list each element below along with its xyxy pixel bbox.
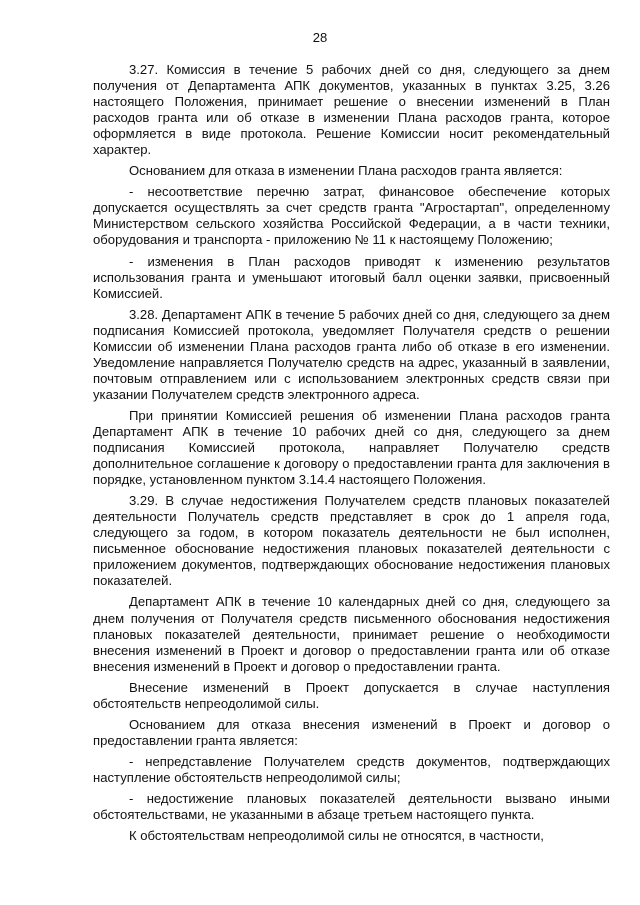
paragraph-refusal-grounds: Основанием для отказа в изменении Плана расходов гранта является:	[129, 163, 563, 179]
paragraph-department-decision: Департамент АПК в течение 10 календарных дней со дня, следующего за днем получения от Получателя средств письменного обоснования недостижения плановых показателей деятельности, принимает решение о необходимости внесения изменений в Проект и договор о предоставлении гранта или об отказе внесения изменений в Проект и договор о предоставлении гранта.	[93, 594, 610, 674]
list-item-missing-documents: - непредставление Получателем средств документов, подтверждающих наступление обстоятельств непреодолимой силы;	[93, 753, 610, 785]
list-item-score-decrease: - изменения в План расходов приводят к изменению результатов использования гранта и уменьшают итоговый балл оценки заявки, присвоенный Комиссией.	[93, 253, 610, 301]
paragraph-supplementary-agreement: При принятии Комиссией решения об изменении Плана расходов гранта Департамент АПК в течение 10 рабочих дней со дня, следующего за днем подписания Комиссией протокола, направляет Получателю средств дополнительное соглашение к договору о предоставлении гранта для заключения в порядке, установленном пунктом 3.14.4 настоящего Положения.	[93, 407, 610, 488]
paragraph-force-majeure: Внесение изменений в Проект допускается в случае наступления обстоятельств непреодолимой силы.	[93, 679, 610, 711]
paragraph-3-28: 3.28. Департамент АПК в течение 5 рабочих дней со дня, следующего за днем подписания Комиссией протокола, уведомляет Получателя средств о решении Комиссии об изменении Плана расходов гранта либо об отказе в его изменении. Уведомление направляется Получателю средств на адрес, указанный в заявлении, почтовым отправлением или с использованием электронных средств связи при указании Получателем средств электронного адреса.	[93, 306, 610, 402]
document-body	[93, 62, 610, 844]
paragraph-3-29: 3.29. В случае недостижения Получателем средств плановых показателей деятельности Получатель средств представляет в срок до 1 апреля года, следующего за годом, в котором показатель деятельности не был исполнен, письменное обоснование недостижения плановых показателей деятельности с приложением документов, подтверждающих обоснование недостижения плановых показателей.	[93, 493, 610, 589]
list-item-cost-mismatch: - несоответствие перечню затрат, финансовое обеспечение которых допускается осуществлять за счет средств гранта "Агростартап", определенному Министерством сельского хозяйства Российской Федерации, а в части техники, оборудования и транспорта - приложению № 11 к настоящему Положению;	[93, 184, 610, 248]
paragraph-force-majeure-exclusions: К обстоятельствам непреодолимой силы не относятся, в частности,	[129, 828, 544, 844]
paragraph-3-27: 3.27. Комиссия в течение 5 рабочих дней со дня, следующего за днем получения от Департамента АПК документов, указанных в пунктах 3.25, 3.26 настоящего Положения, принимает решение о внесении изменений в План расходов гранта или об отказе в изменении Плана расходов гранта, которое оформляется в виде протокола. Решение Комиссии носит рекомендательный характер.	[93, 62, 610, 158]
list-item-other-circumstances: - недостижение плановых показателей деятельности вызвано иными обстоятельствами, не указанными в абзаце третьем настоящего пункта.	[93, 790, 610, 823]
paragraph-project-refusal-grounds: Основанием для отказа внесения изменений в Проект и договор о предоставлении гранта является:	[93, 716, 610, 748]
page-number: 28	[312, 30, 328, 45]
